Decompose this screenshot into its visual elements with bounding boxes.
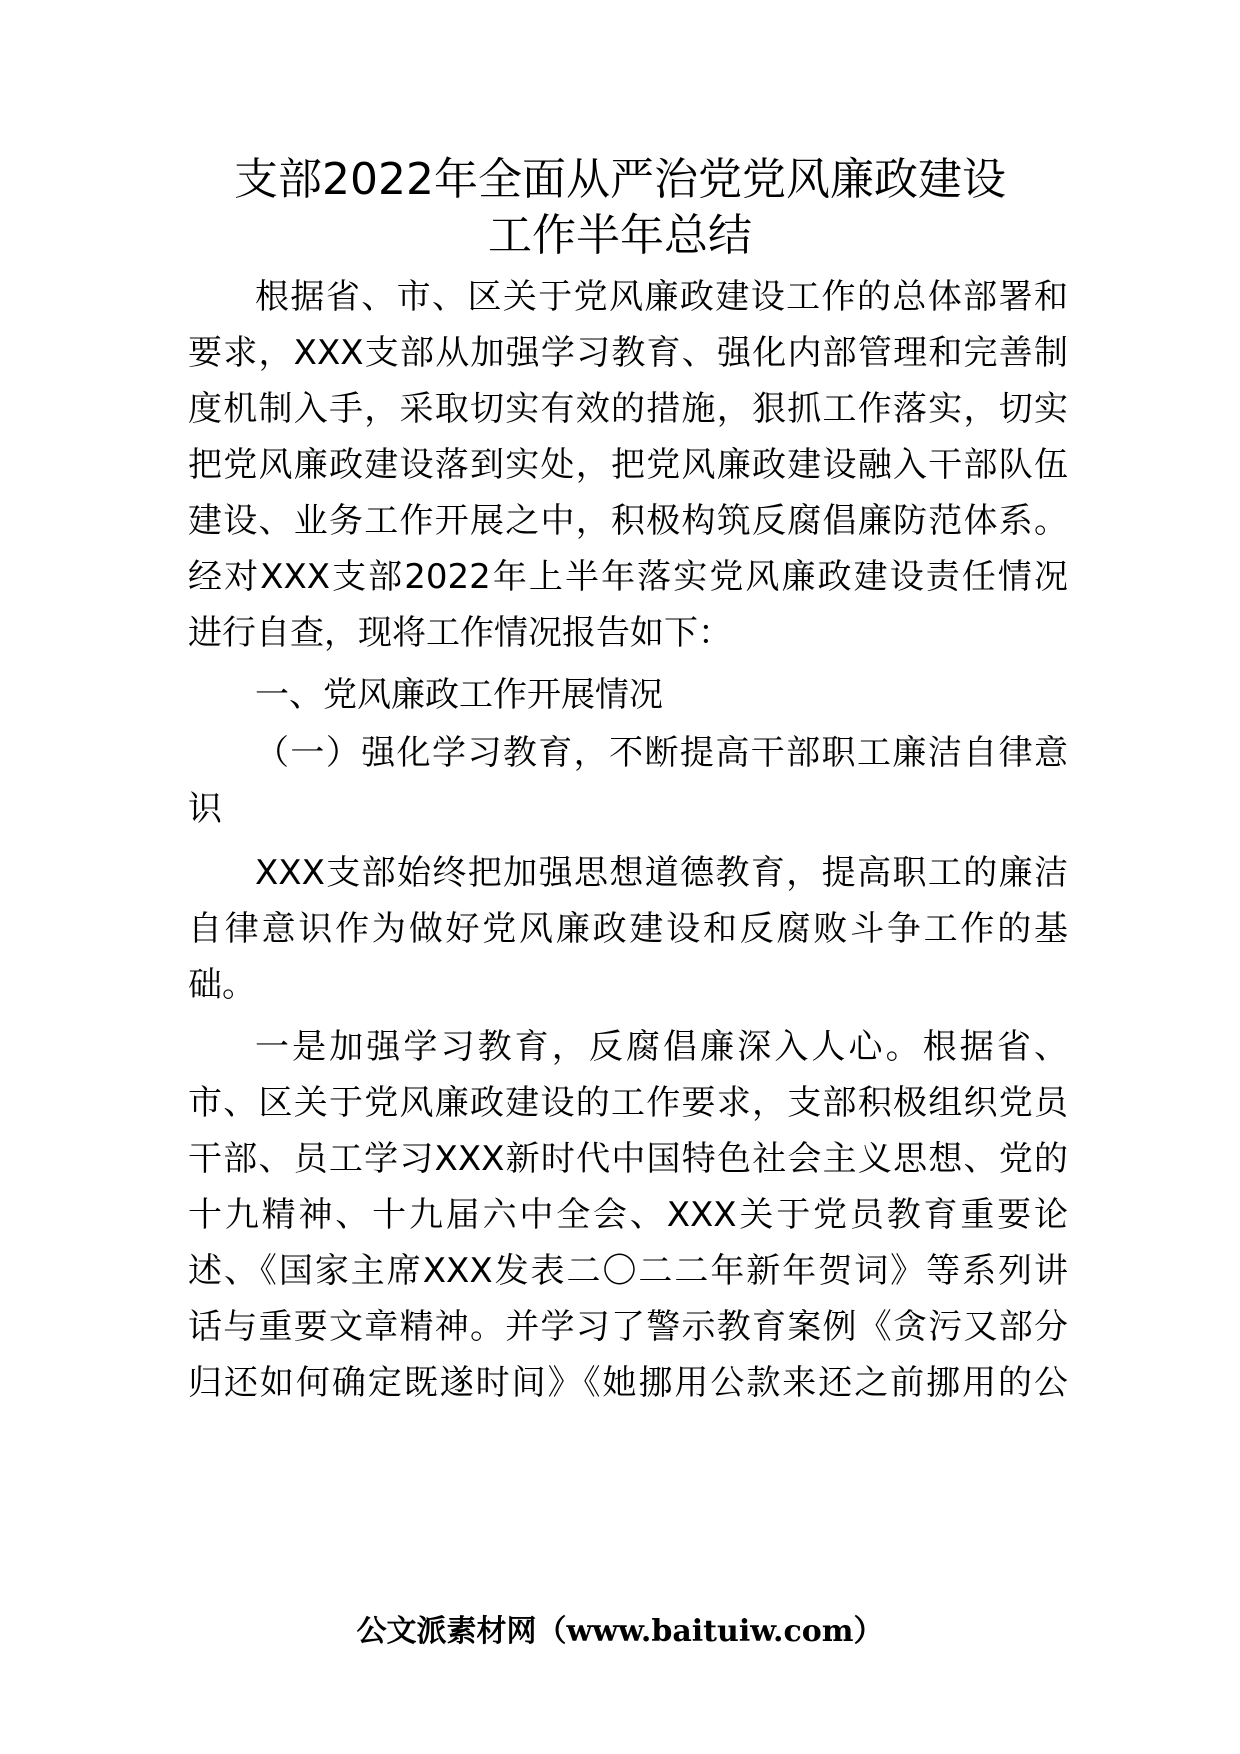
paragraph-line: 进行自查，现将工作情况报告如下： (188, 613, 732, 653)
paragraph-line: 经对XXX支部2022年上半年落实党风廉政建设责任情况 (188, 557, 1068, 597)
paragraph-line: 根据省、市、区关于党风廉政建设工作的总体部署和 (255, 277, 1068, 317)
paragraph-line: 自律意识作为做好党风廉政建设和反腐败斗争工作的基 (188, 909, 1068, 949)
subsection-heading-continuation: 识 (188, 789, 222, 829)
document-title-line-1: 支部2022年全面从严治党党风廉政建设 (234, 154, 1006, 205)
paragraph-line: 要求，XXX支部从加强学习教育、强化内部管理和完善制 (188, 333, 1068, 373)
paragraph-line: 十九精神、十九届六中全会、XXX关于党员教育重要论 (188, 1195, 1068, 1235)
paragraph-line: 建设、业务工作开展之中，积极构筑反腐倡廉防范体系。 (188, 501, 1068, 541)
section-heading: 一、党风廉政工作开展情况 (255, 675, 663, 715)
subsection-heading: （一）强化学习教育，不断提高干部职工廉洁自律意 (255, 733, 1068, 773)
paragraph-line: 述、《国家主席XXX发表二〇二二年新年贺词》等系列讲 (188, 1251, 1068, 1291)
paragraph-line: 把党风廉政建设落到实处，把党风廉政建设融入干部队伍 (188, 445, 1068, 485)
document-title-line-2: 工作半年总结 (488, 210, 752, 261)
paragraph-line: 干部、员工学习XXX新时代中国特色社会主义思想、党的 (188, 1139, 1068, 1179)
paragraph-line: 话与重要文章精神。并学习了警示教育案例《贪污又部分 (188, 1307, 1068, 1347)
paragraph-line: 础。 (188, 965, 256, 1005)
paragraph-line: 市、区关于党风廉政建设的工作要求，支部积极组织党员 (188, 1083, 1068, 1123)
paragraph-line: 度机制入手，采取切实有效的措施，狠抓工作落实，切实 (188, 389, 1068, 429)
paragraph-line: XXX支部始终把加强思想道德教育，提高职工的廉洁 (255, 853, 1068, 893)
paragraph-line: 归还如何确定既遂时间》《她挪用公款来还之前挪用的公 (188, 1363, 1068, 1403)
footer-source: 公文派素材网（www.baituiw.com） (356, 1614, 884, 1649)
paragraph-line: 一是加强学习教育，反腐倡廉深入人心。根据省、 (255, 1027, 1068, 1067)
